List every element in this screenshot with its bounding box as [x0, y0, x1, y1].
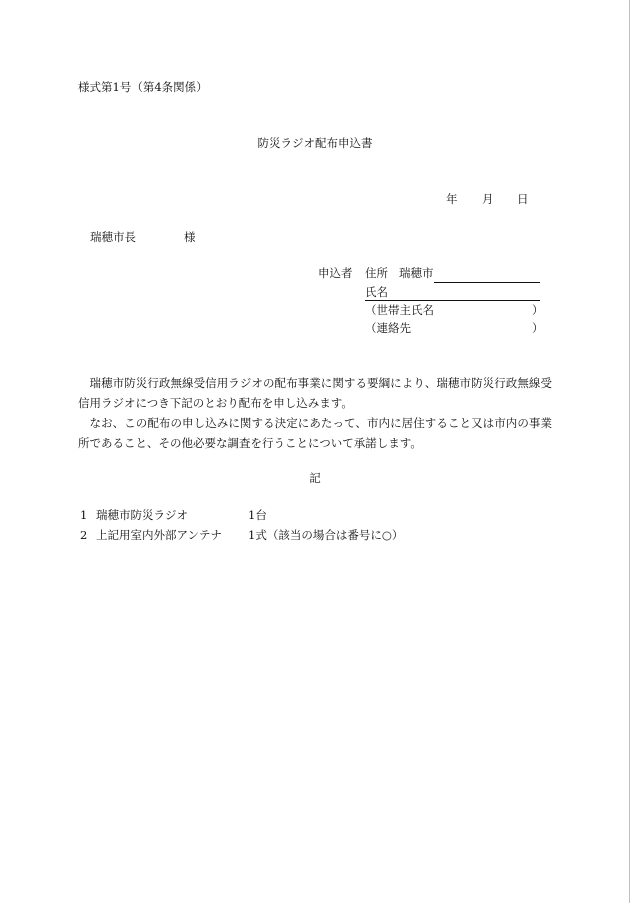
applicant-label: 申込者: [318, 266, 353, 280]
body-paragraph-1: 瑞穂市防災行政無線受信用ラジオの配布事業に関する要綱により、瑞穂市防災行政無線受信用ラジオにつき下記のとおり配布を申し込みます。: [78, 376, 552, 410]
date-month-label: 月: [482, 192, 494, 206]
form-number: 様式第1号（第4条関係）: [78, 80, 208, 94]
addressee-name: 瑞穂市長: [90, 230, 136, 244]
item-1-name: 瑞穂市防災ラジオ: [96, 508, 188, 522]
household-head-label: （世帯主氏名: [365, 303, 434, 317]
item-1-quantity: 1台: [248, 508, 267, 522]
document-title: 防災ラジオ配布申込書: [257, 136, 373, 150]
item-2-quantity: 1式（該当の場合は番号に○）: [248, 528, 404, 542]
item-2-name: 上記用室内外部アンテナ: [96, 528, 223, 542]
body-text: [78, 373, 552, 453]
contact-close-paren: ）: [532, 321, 544, 335]
item-1-number: 1: [80, 508, 88, 522]
name-label: 氏名: [365, 285, 388, 299]
date-year-label: 年: [446, 192, 458, 206]
address-value: 瑞穂市: [399, 266, 434, 280]
item-2-number: 2: [80, 528, 88, 542]
date-day-label: 日: [517, 192, 529, 206]
addressee-honorific: 様: [184, 230, 196, 244]
name-underline: [365, 300, 540, 301]
body-paragraph-2: なお、この配布の申し込みに関する決定にあたって、市内に居住すること又は市内の事業所であること、その他必要な調査を行うことについて承諾します。: [78, 416, 552, 450]
ki-heading: 記: [309, 471, 321, 485]
contact-label: （連絡先: [365, 321, 411, 335]
address-underline: [434, 282, 540, 283]
household-head-close-paren: ）: [532, 303, 544, 317]
address-label: 住所: [365, 266, 388, 280]
